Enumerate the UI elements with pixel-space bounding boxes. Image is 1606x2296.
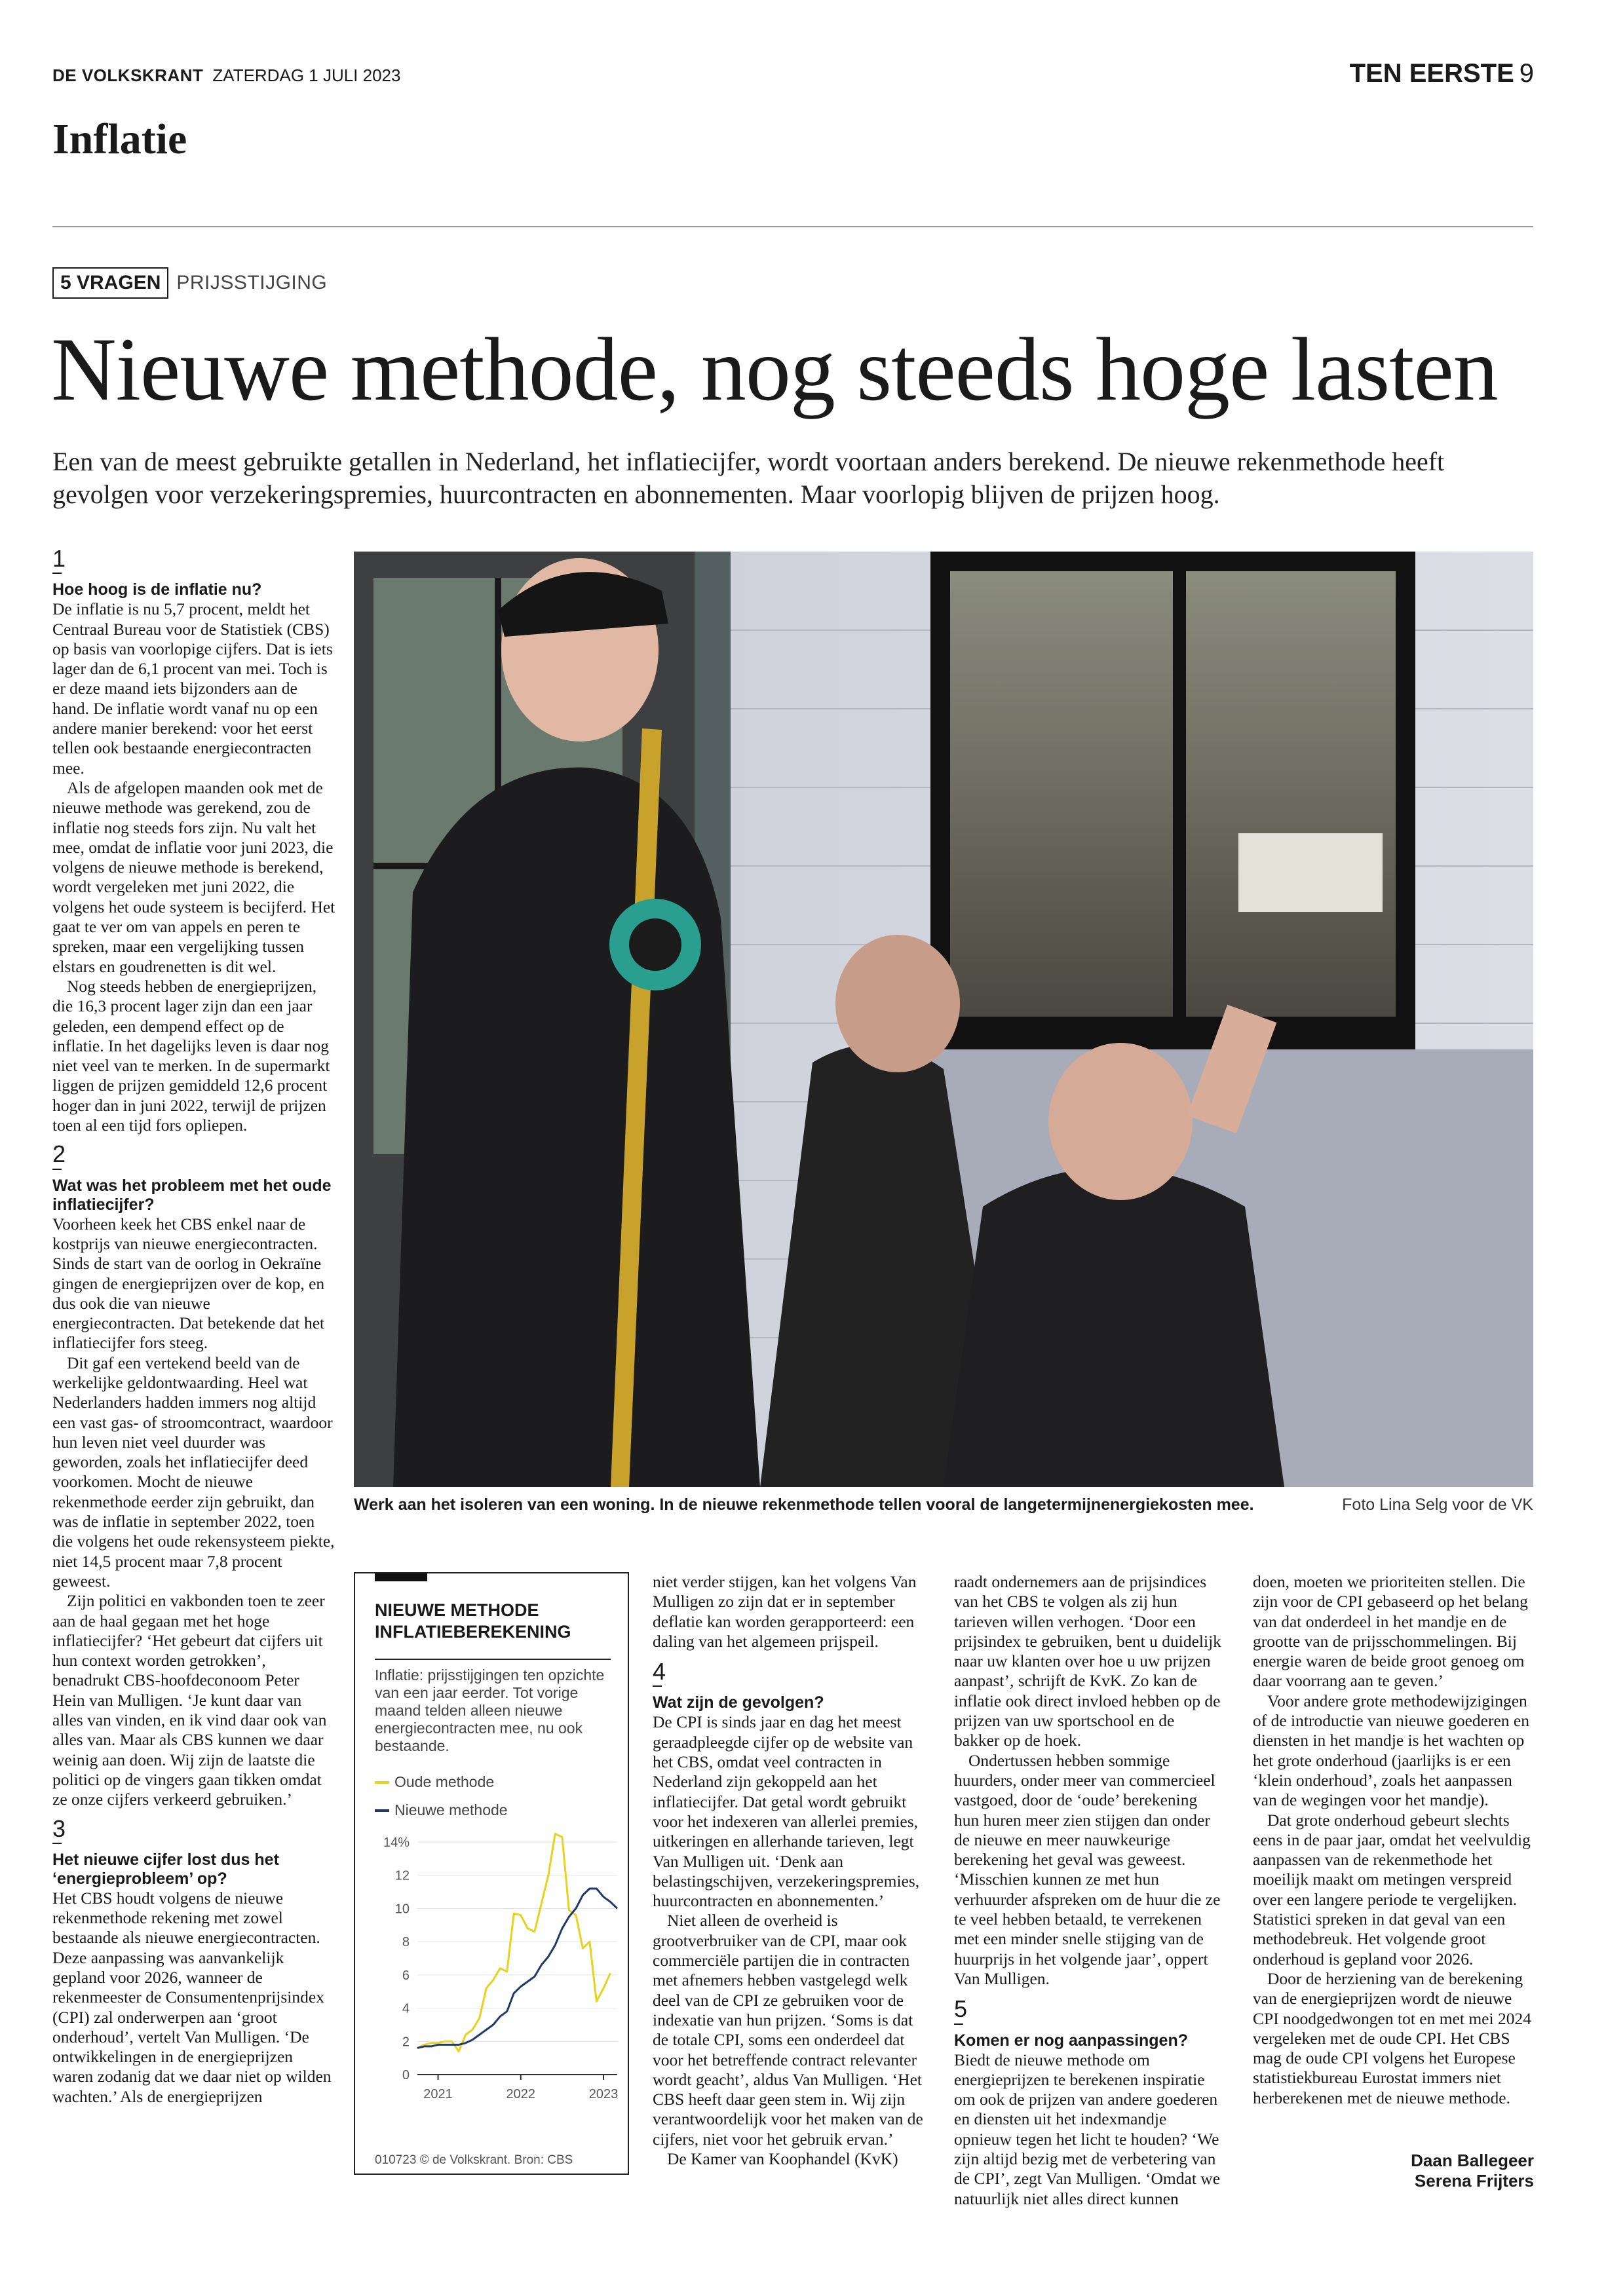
- infobox-title-line1: NIEUWE METHODE: [375, 1600, 539, 1620]
- inflation-line-chart: [355, 1573, 630, 2150]
- paragraph: Niet alleen de overheid is grootverbruiker van de CPI, maar ook commerciële partijen die in contracten met afnemers hebben vastgelegd welk deel van de CPI ze gebruiken voor de indexatie van hun prijzen. ‘Soms is dat de totale CPI, soms een onderdeel dat voor het betreffende contract relevanter wordt geacht’, aldus Van Mulligen. ‘Het CBS heeft daar geen stem in. Wij zijn verantwoordelijk voor het maken van de cijfers, niet voor het gebruik ervan.’: [653, 1911, 923, 2149]
- paragraph: De CPI is sinds jaar en dag het meest geraadpleegde cijfer op de website van het CBS, omdat veel contracten in Nederland zijn gekoppeld aan het inflatiecijfer. Dat getal wordt gebruikt voor het indexeren van allerlei premies, uitkeringen en allerhande tarieven, legt Van Mulligen uit. ‘Denk aan belastingschijven, verzekeringspremies, huurcontracten en abonnementen.’: [653, 1712, 920, 1911]
- y-tick-label: 10: [394, 1902, 410, 1917]
- y-tick-label: 12: [394, 1868, 410, 1883]
- paragraph: Zijn politici en vakbonden toen te zeer aan de haal gegaan met het hoge inflatiecijfer? ‘Het gebeurt dat cijfers uit hun context worden getrokken’, benadrukt CBS-hoofdeconoom Peter Hein van Mulligen. ‘Je kunt daar van alles van vinden, en ik vind daar ook van alles van. Maar als CBS kunnen we daar weinig aan doen. Wij zijn de laatste die politici op de vingers gaan tikken omdat ze onze cijfers verkeerd gebruiken.’: [52, 1591, 327, 1809]
- question-rule: [954, 2023, 963, 2025]
- issue-date: ZATERDAG 1 JULI 2023: [212, 66, 401, 85]
- masthead-left: [52, 66, 400, 86]
- paragraph: Het CBS houdt volgens de nieuwe rekenmethode rekening met zowel bestaande als nieuwe energiecontracten. Deze aanpassing was aanvankelijk gepland voor 2026, wanneer de rekenmeester de Consumentenprijsindex (CPI) zal onderwerpen aan ‘groot onderhoud’, vertelt Van Mulligen. ‘De ontwikkelingen in de energieprijzen waren zodanig dat we daar niet op wilden wachten.’ Als de energieprijzen: [52, 1888, 332, 2106]
- x-tick-label: 2021: [423, 2087, 453, 2101]
- paragraph: Ondertussen hebben sommige huurders, onder meer van commercieel vastgoed, door de ‘oude’ berekening hun huren meer zien stijgen dan onder de nieuwe en meer nauwkeurige berekening het geval was geweest. ‘Misschien kunnen ze met hun verhuurder afspreken om de huur die ze te veel hebben betaald, te verrekenen met een minder snelle stijging van de huurprijs in het volgende jaar’, oppert Van Mulligen.: [954, 1750, 1221, 1988]
- y-tick-label: 6: [402, 1968, 410, 1983]
- article-column-5: [1253, 1572, 1535, 2108]
- top-divider: [52, 226, 1533, 227]
- article-column-4: [954, 1572, 1223, 2209]
- article-column-1: [52, 544, 335, 2107]
- intro: Een van de meest gebruikte getallen in Nederland, het inflatiecijfer, wordt voortaan anders berekend. De nieuwe rekenmethode heeft gevolgen voor verzekeringspremies, huurcontracten en abonnementen. Maar voorlopig blijven de prijzen hoog.: [52, 447, 1445, 509]
- photo-credit: Foto Lina Selg voor de VK: [1342, 1496, 1533, 1514]
- y-tick-label: 8: [402, 1935, 410, 1950]
- newspaper-name: DE VOLKSKRANT: [52, 66, 204, 85]
- question-number: 4: [653, 1658, 666, 1685]
- series-line-new: [417, 1889, 617, 2048]
- question-rule: [653, 1685, 662, 1687]
- y-tick-label: 2: [402, 2035, 410, 2050]
- kicker: [52, 267, 327, 299]
- headline: Nieuwe methode, nog steeds hoge lasten: [51, 319, 1498, 419]
- photo-caption: [354, 1496, 1533, 1515]
- paragraph: De Kamer van Koophandel (KvK): [667, 2149, 898, 2169]
- article-column-3: [653, 1572, 928, 2169]
- question-number: 1: [52, 545, 66, 572]
- paragraph: Als de afgelopen maanden ook met de nieuwe methode was gerekend, zou de inflatie nog steeds fors zijn. Nu valt het mee, omdat de inflatie voor juni 2023, die volgens de nieuwe methode is berekend, wordt vergeleken met juni 2022, die volgens het oude systeem is becijferd. Het gaat te ver om van appels en peren te spreken, maar een vergelijking tussen elstars en goudrenetten is dit wel.: [52, 778, 335, 976]
- y-tick-label: 0: [402, 2068, 410, 2082]
- infobox-description: Inflatie: prijsstijgingen ten opzichte van een jaar eerder. Tot vorige maand telden alleen nieuwe energiecontracten mee, nu ook bestaande.: [375, 1666, 605, 1754]
- legend-label-new: Nieuwe methode: [394, 1801, 508, 1818]
- kicker-category: PRIJSSTIJGING: [176, 272, 328, 293]
- question-title: Hoe hoog is de inflatie nu?: [52, 580, 262, 599]
- question-number: 2: [52, 1140, 66, 1168]
- question-title: Komen er nog aanpassingen?: [954, 2031, 1189, 2050]
- x-tick-label: 2022: [506, 2087, 536, 2101]
- question-rule: [52, 1843, 62, 1844]
- kicker-label: 5 VRAGEN: [52, 267, 168, 299]
- caption-text: Werk aan het isoleren van een woning. In de nieuwe rekenmethode tellen vooral de langetermijnenergiekosten mee.: [354, 1496, 1254, 1514]
- paragraph: doen, moeten we prioriteiten stellen. Die zijn voor de CPI gebaseerd op het belang van dat onderdeel in het mandje en de grootte van de prijsschommelingen. Bij energie waren de beide groot genoeg om daar voorrang aan te geven.’: [1253, 1572, 1528, 1691]
- infobox-title-line2: INFLATIEBEREKENING: [375, 1622, 571, 1642]
- paragraph: Dit gaf een vertekend beeld van de werkelijke geldontwaarding. Heel wat Nederlanders hadden immers nog altijd een vast gas- of stroomcontract, waardoor hun leven niet veel duurder was geworden, zoals het inflatiecijfer deed voorkomen. Mocht de nieuwe rekenmethode eerder zijn gebruikt, dan was de inflatie in september 2022, toen die volgens het oude rekensysteem piekte, niet 14,5 procent maar 7,8 procent geweest.: [52, 1353, 335, 1590]
- byline: [1411, 2151, 1534, 2191]
- infographic-box: [354, 1572, 629, 2175]
- paragraph: Door de herziening van de berekening van de energieprijzen wordt de nieuwe CPI noodgedwongen tot en met mei 2024 vergeleken met de oude CPI. Het CBS mag de oude CPI volgens het Europese statistiekbureau Eurostat immers niet herberekenen met de nieuwe methode.: [1253, 1968, 1531, 2107]
- question-rule: [52, 1169, 62, 1170]
- chart-source: 010723 © de Volkskrant. Bron: CBS: [375, 2153, 573, 2167]
- article-photo: [354, 552, 1533, 1487]
- paragraph: Nog steeds hebben de energieprijzen, die 16,3 procent lager zijn dan een jaar geleden, een dempend effect op de inflatie. In het dagelijks leven is daar nog niet veel van te merken. In de supermarkt liggen de prijzen gemiddeld 12,6 procent hoger dan in juni 2022, terwijl de prijzen toen al een tijd fors opliepen.: [52, 976, 330, 1135]
- paragraph: niet verder stijgen, kan het volgens Van Mulligen zo zijn dat er in september deflatie kan worden gerapporteerd: een daling van het algemeen prijspeil.: [653, 1572, 917, 1651]
- question-number: 5: [954, 1995, 968, 2023]
- question-title: Wat was het probleem met het oude inflatiecijfer?: [52, 1176, 332, 1214]
- author-name: Daan Ballegeer: [1411, 2151, 1534, 2170]
- author-name: Serena Frijters: [1414, 2171, 1534, 2191]
- question-rule: [52, 573, 62, 574]
- question-title: Wat zijn de gevolgen?: [653, 1693, 824, 1712]
- section-title: Inflatie: [52, 115, 187, 163]
- paragraph: Voor andere grote methodewijzigingen of de introductie van nieuwe goederen en diensten in het mandje is het wachten op het grote onderhoud (jaarlijks is er een ‘klein onderhoud’, zoals het aanpassen van de wegingen voor het mandje).: [1253, 1691, 1529, 1810]
- paragraph: raadt ondernemers aan de prijsindices van het CBS te volgen als zij hun tarieven willen verhogen. ‘Door een prijsindex te gebruiken, bent u duidelijk naar uw klanten over hoe u uw prijzen aanpast’, schrijft de KvK. Zo kan de inflatie ook direct invloed hebben op de prijzen van uw sportschool en de bakker op de hoek.: [954, 1572, 1221, 1750]
- question-title: Het nieuwe cijfer lost dus het ‘energieprobleem’ op?: [52, 1850, 279, 1888]
- y-tick-label: 14%: [383, 1835, 410, 1850]
- legend-label-old: Oude methode: [394, 1773, 495, 1790]
- paragraph: Biedt de nieuwe methode om energieprijzen te berekenen inspiratie om ook de prijzen van andere goederen en diensten uit het indexmandje opnieuw tegen het licht te houden? ‘We zijn altijd bezig met de verbetering van de CPI’, zegt Van Mulligen. ‘Omdat we natuurlijk niet alles direct kunnen: [954, 2050, 1221, 2208]
- section-name: TEN EERSTE: [1349, 59, 1514, 88]
- x-tick-label: 2023: [588, 2087, 619, 2101]
- paragraph: Dat grote onderhoud gebeurt slechts eens in de paar jaar, omdat het veelvuldig aanpassen van de rekenmethode het moeilijk maakt om metingen verspreid over een langere periode te vergelijken. Statistici spreken in dat geval van een methodebreuk. Het volgende groot onderhoud is gepland voor 2026.: [1253, 1810, 1531, 1968]
- paragraph: Voorheen keek het CBS enkel naar de kostprijs van nieuwe energiecontracten. Sinds de start van de oorlog in Oekraïne gingen de energieprijzen over de kop, en dus ook die van nieuwe energiecontracten. Dat betekende dat het inflatiecijfer fors steeg.: [52, 1214, 325, 1353]
- question-number: 3: [52, 1815, 66, 1842]
- workers-window-photo: [354, 552, 1533, 1487]
- paragraph: De inflatie is nu 5,7 procent, meldt het Centraal Bureau voor de Statistiek (CBS) op basis van voorlopige cijfers. Dat is iets lager dan de 6,1 procent van mei. Toch is er deze maand iets bijzonders aan de hand. De inflatie wordt vanaf nu op een andere manier berekend: voor het eerst tellen ook bestaande energiecontracten mee.: [52, 599, 333, 778]
- series-line-old: [417, 1834, 611, 2051]
- masthead-right: [1350, 59, 1534, 88]
- page-number: 9: [1519, 59, 1534, 88]
- y-tick-label: 4: [402, 2001, 410, 2016]
